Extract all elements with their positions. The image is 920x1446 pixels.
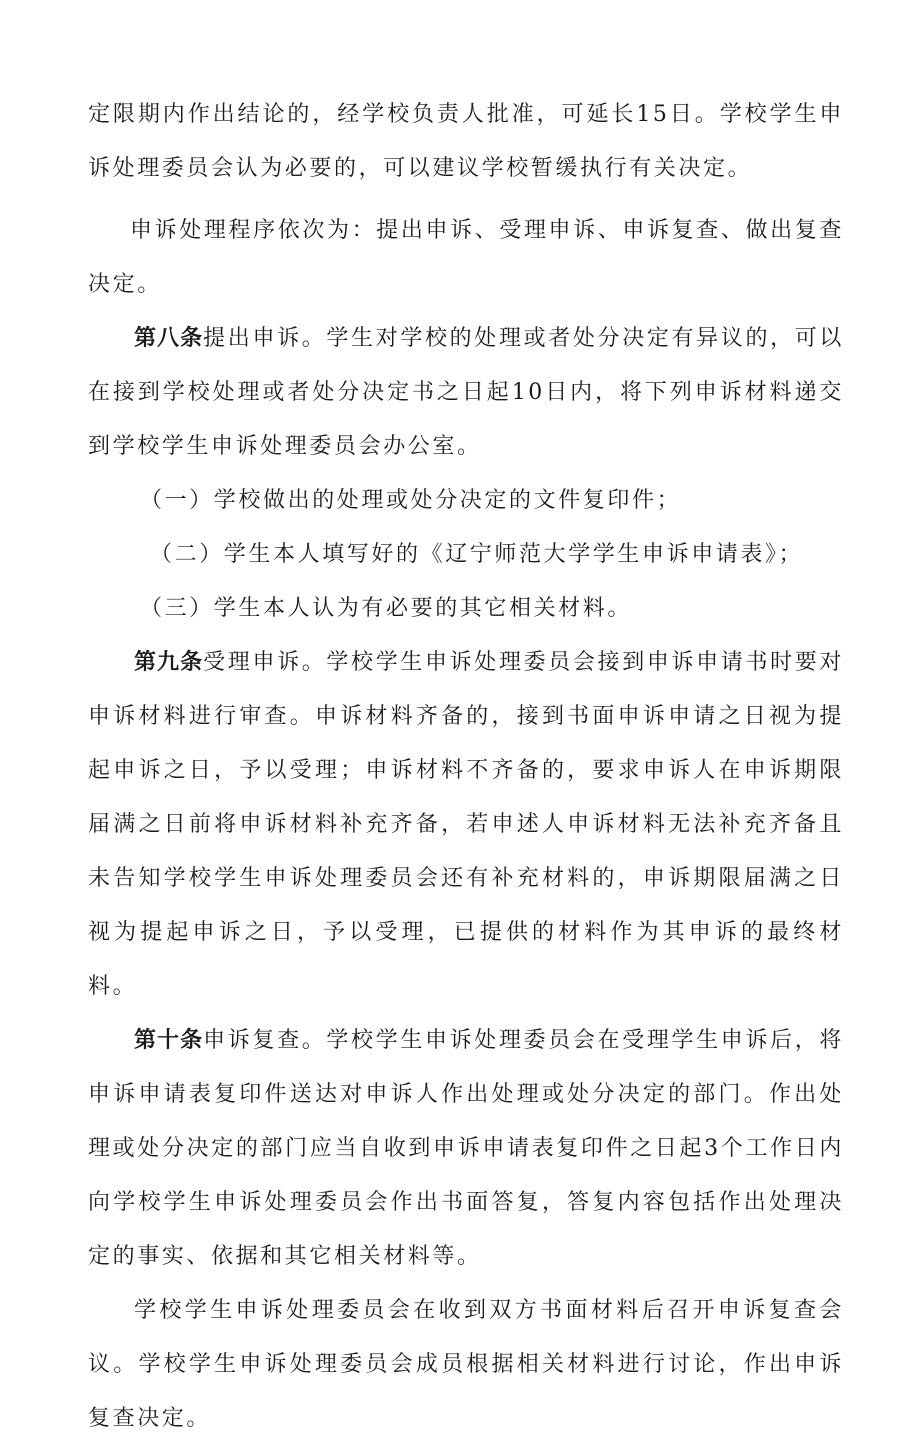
article-9-text: 受理申诉。学校学生申诉处理委员会接到申诉申请书时要对申诉材料进行审查。申诉材料齐备的，接到书面申诉申请之日视为提起申诉之日，予以受理；申诉材料不齐备的，要求申诉人在申诉期限届满之日前将申诉材料补充齐备，若申述人申诉材料无法补充齐备且未告知学校学生申诉处理委员会还有补充材料的，申诉期限届满之日视为提起申诉之日，予以受理，已提供的材料作为其申诉的最终材料。 [88, 650, 844, 999]
list-item-1: （一）学校做出的处理或处分决定的文件复印件； [140, 488, 682, 513]
article-10-label: 第十条 [134, 1028, 204, 1053]
document-page [88, 88, 844, 1446]
list-item-2: （二）学生本人填写好的《辽宁师范大学学生申诉申请表》； [150, 542, 804, 567]
article-9 [88, 636, 844, 1014]
list-item-3: （三）学生本人认为有必要的其它相关材料。 [140, 596, 633, 621]
article-10 [88, 1014, 844, 1284]
article-8-text: 提出申诉。学生对学校的处理或者处分决定有异议的，可以在接到学校处理或者处分决定书之日起10日内，将下列申诉材料递交到学校学生申诉处理委员会办公室。 [88, 326, 844, 459]
article-8-label: 第八条 [134, 326, 204, 351]
article-8 [88, 312, 844, 474]
paragraph-procedure: 申诉处理程序依次为：提出申诉、受理申诉、申诉复查、做出复查决定。 [88, 218, 844, 297]
paragraph-review-meeting: 学校学生申诉处理委员会在收到双方书面材料后召开申诉复查会议。学校学生申诉处理委员会成员根据相关材料进行讨论，作出申诉复查决定。 [88, 1298, 844, 1431]
article-10-text: 申诉复查。学校学生申诉处理委员会在受理学生申诉后，将申诉申请表复印件送达对申诉人作出处理或处分决定的部门。作出处理或处分决定的部门应当自收到申诉申请表复印件之日起3个工作日内向学校学生申诉处理委员会作出书面答复，答复内容包括作出处理决定的事实、依据和其它相关材料等。 [88, 1028, 844, 1269]
paragraph-continuation: 定限期内作出结论的，经学校负责人批准，可延长15日。学校学生申诉处理委员会认为必要的，可以建议学校暂缓执行有关决定。 [88, 102, 844, 181]
article-9-label: 第九条 [134, 650, 204, 675]
